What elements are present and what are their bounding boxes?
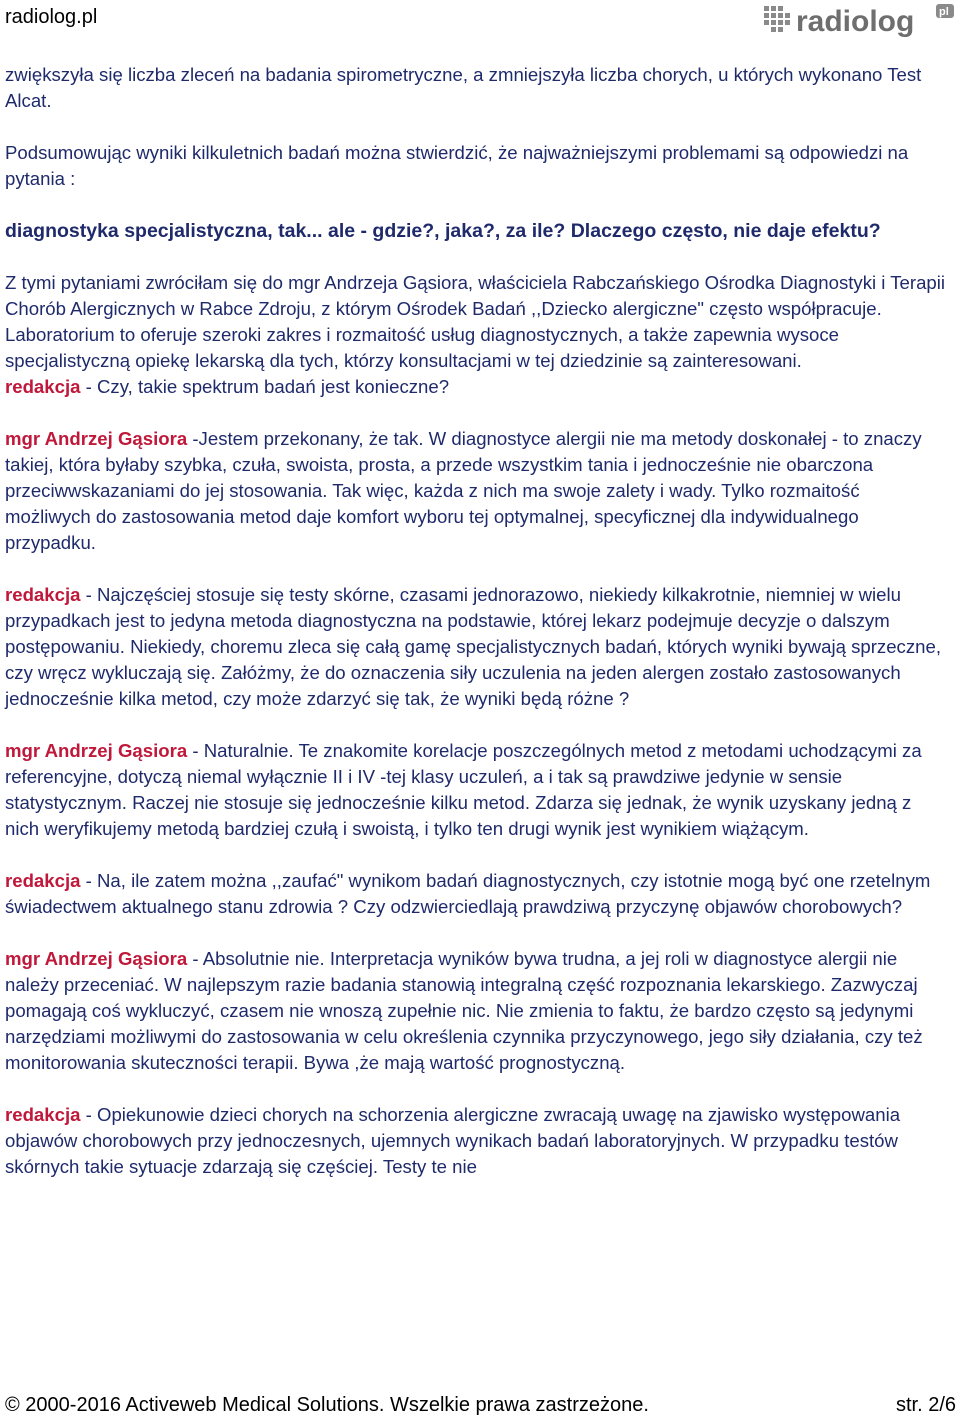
speaker-label: mgr Andrzej Gąsiora <box>5 948 188 969</box>
answer-text: -Jestem przekonany, że tak. W diagnostyce alergii nie ma metody doskonałej - to znaczy takiej, która byłaby szybka, czuła, swoista, prosta, a przede wszystkim tania i jednocześnie nie obarczona przeciwwskazaniami do jej stosowania. Tak więc, każda z nich ma swoje zalety i wady. Tylko rozmaitość możliwych do zastosowania metod daje komfort wyboru tej optymalnej, specyficznej dla indywidualnego przypadku. <box>5 428 922 553</box>
answer <box>5 738 950 842</box>
radiolog-logo <box>764 0 960 40</box>
answer-text: - Absolutnie nie. Interpretacja wyników bywa trudna, a jej roli w diagnostyce alergii nie należy przeceniać. W najlepszym razie badania stanowią integralną część rozpoznania lekarskiego. Zazwyczaj pomagają coś wykluczyć, czasem nie wnoszą zupełnie nic. Nie zmienia to faktu, że bardzo często są jedynymi narzędziami możliwymi do zastosowania w celu określenia czynnika przyczynowego, jego siły działania, czy też monitorowania skuteczności terapii. Bywa ,że mają wartość prognostyczną. <box>5 948 923 1073</box>
key-questions-highlight: Dlaczego często, nie daje efektu? <box>570 220 881 242</box>
page-header <box>0 0 960 44</box>
intro-paragraph: Z tymi pytaniami zwróciłam się do mgr Andrzeja Gąsiora, właściciela Rabczańskiego Ośrodka Diagnostyki i Terapii Chorób Alergicznych w Rabce Zdroju, z którym Ośrodek Badań ,,Dziecko alergiczne" często współpracuje. Laboratorium to oferuje szeroki zakres i rozmaitość usług diagnostycznych, a także zapewnia wysoce specjalistyczną opiekę lekarską dla tych, którzy konsultacjami w tej dziedzinie są zainteresowani. <box>5 272 946 371</box>
speaker-label: redakcja <box>5 1104 81 1125</box>
question <box>5 1102 950 1180</box>
page-footer <box>0 1392 960 1419</box>
site-name: radiolog.pl <box>5 6 98 28</box>
key-questions-main: diagnostyka specjalistyczna, tak... ale - gdzie?, jaka?, za ile? <box>5 220 571 242</box>
paragraph: Podsumowując wyniki kilkuletnich badań można stwierdzić, że najważniejszymi problemami są odpowiedzi na pytania : <box>5 142 909 189</box>
question-text: - Najczęściej stosuje się testy skórne, czasami jednorazowo, niekiedy kilkakrotnie, niemniej w wielu przypadkach jest to jedyna metoda diagnostyczna na podstawie, której lekarz podejmuje decyzje o dalszym postępowaniu. Niekiedy, choremu zleca się całą gamę specjalistycznych badań, których wyniki bywają sprzeczne, czy wręcz wykluczają się. Załóżmy, że do oznaczenia siły uczulenia na jeden alergen zostało zastosowanych jednocześnie kilka metod, czy może zdarzyć się tak, że wyniki będą różne ? <box>5 584 941 709</box>
speaker-label: redakcja <box>5 376 81 397</box>
key-questions <box>5 218 950 244</box>
question-text: - Opiekunowie dzieci chorych na schorzenia alergiczne zwracają uwagę na zjawisko występowania objawów chorobowych przy jednoczesnych, ujemnych wynikach badań laboratoryjnych. W przypadku testów skórnych takie sytuacje zdarzają się częściej. Testy te nie <box>5 1104 901 1177</box>
page-number: str. 2/6 <box>895 1394 956 1416</box>
paragraph: zwiększyła się liczba zleceń na badania spirometryczne, a zmniejszyła liczba chorych, u których wykonano Test Alcat. <box>5 64 922 111</box>
logo-wordmark: radiolog <box>796 5 915 38</box>
copyright-text: © 2000-2016 Activeweb Medical Solutions. Wszelkie prawa zastrzeżone. <box>5 1394 649 1416</box>
article-body <box>5 62 950 1206</box>
question-text: - Czy, takie spektrum badań jest konieczne? <box>80 376 450 397</box>
question-text: - Na, ile zatem można ,,zaufać" wynikom badań diagnostycznych, czy istotnie mogą być one rzetelnym świadectwem aktualnego stanu zdrowia ? Czy odzwierciedlają prawdziwą przyczynę objawów chorobowych? <box>5 870 931 917</box>
question <box>5 374 950 400</box>
speaker-label: redakcja <box>5 584 81 605</box>
answer <box>5 946 950 1076</box>
speaker-label: redakcja <box>5 870 81 891</box>
speaker-label: mgr Andrzej Gąsiora <box>5 740 188 761</box>
question <box>5 868 950 920</box>
answer <box>5 426 950 556</box>
logo-badge: pl <box>939 6 949 18</box>
answer-text: - Naturalnie. Te znakomite korelacje poszczególnych metod z metodami uchodzącymi za referencyjne, dotyczą niemal wyłącznie II i IV -tej klasy uczuleń, a i tak są prawdziwe jedynie w sensie statystycznym. Raczej nie stosuje się jednocześnie kilku metod. Zdarza się jednak, że wynik uzyskany jedną z nich weryfikujemy metodą bardziej czułą i swoistą, i tylko ten drugi wynik jest wynikiem wiążącym. <box>5 740 922 839</box>
speaker-label: mgr Andrzej Gąsiora <box>5 428 188 449</box>
question <box>5 582 950 712</box>
logo-dots-icon <box>764 6 790 32</box>
